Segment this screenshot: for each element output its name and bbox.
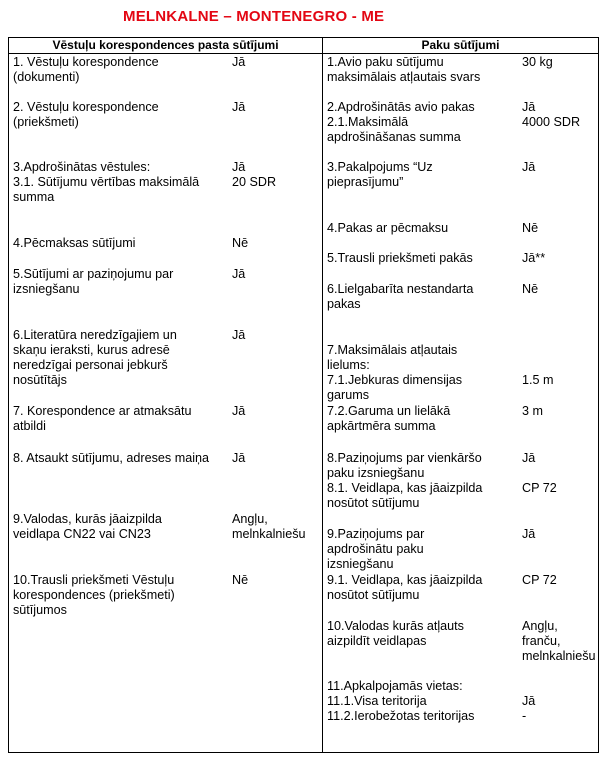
- left-item-label: 5.Sūtījumi ar paziņojumu par izsniegšanu: [13, 267, 174, 296]
- left-item-value: Jā: [232, 451, 246, 465]
- right-item-value: Jā**: [522, 251, 546, 265]
- right-item-label: 4.Pakas ar pēcmaksu: [327, 221, 449, 235]
- left-item-value: Jā: [232, 100, 246, 114]
- left-item-label: 7. Korespondence ar atmaksātu atbildi: [13, 404, 192, 433]
- right-column-header: Paku sūtījumi: [323, 38, 599, 54]
- right-item-label: 10.Valodas kurās atļauts aizpildīt veidlapas: [327, 619, 464, 648]
- right-item-value: Jā: [522, 527, 536, 541]
- right-item-value: CP 72: [522, 481, 557, 495]
- parcels-column: [323, 54, 599, 753]
- right-item-label: 7.1.Jebkuras dimensijas garums: [327, 373, 463, 402]
- right-item-label: 11.Apkalpojamās vietas: 11.1.Visa teritorija 11.2.Ierobežotas teritorijas: [327, 679, 475, 723]
- left-item-value: Angļu, melnkalniešu: [232, 512, 306, 541]
- right-item-label: 8.Paziņojums par vienkāršo paku izsniegšanu: [327, 451, 482, 480]
- right-item-value: 1.5 m: [522, 373, 554, 387]
- left-item-label: 10.Trausli priekšmeti Vēstuļu korespondences (priekšmeti) sūtījumos: [13, 573, 175, 617]
- left-item-2: [13, 100, 159, 130]
- right-item-label: 5.Trausli priekšmeti pakās: [327, 251, 473, 265]
- right-item-value: 3 m: [522, 404, 543, 418]
- left-item-value: Nē: [232, 573, 249, 587]
- right-item-label: 1.Avio paku sūtījumu maksimālais atļautais svars: [327, 55, 481, 84]
- right-item-label: 2.Apdrošinātās avio pakas 2.1.Maksimālā apdrošināšanas summa: [327, 100, 475, 144]
- left-item-7: [13, 404, 192, 434]
- left-item-label: 3.Apdrošinātas vēstules: 3.1. Sūtījumu vērtības maksimālā summa: [13, 160, 200, 204]
- left-item-value: Jā: [232, 267, 246, 281]
- left-item-3: [13, 160, 199, 205]
- right-item-value: CP 72: [522, 573, 557, 587]
- left-item-9: [13, 512, 162, 542]
- left-item-value: Jā: [232, 328, 246, 342]
- left-item-label: 2. Vēstuļu korespondence (priekšmeti): [13, 100, 159, 129]
- right-item-value: Nē: [522, 282, 539, 296]
- left-item-value: Jā 20 SDR: [232, 160, 277, 189]
- left-item-1: [13, 55, 159, 85]
- left-item-label: 9.Valodas, kurās jāaizpilda veidlapa CN22 vai CN23: [13, 512, 162, 541]
- letter-mail-column: [9, 54, 323, 753]
- right-item-label: 9.Paziņojums par apdrošinātu paku izsniegšanu: [327, 527, 425, 571]
- left-item-label: 4.Pēcmaksas sūtījumi: [13, 236, 136, 250]
- page-title: MELNKALNE – MONTENEGRO - ME: [123, 8, 385, 25]
- left-column-header: Vēstuļu korespondences pasta sūtījumi: [9, 38, 323, 54]
- right-item-label: 7.2.Garuma un lielākā apkārtmēra summa: [327, 404, 451, 433]
- right-item-label: 9.1. Veidlapa, kas jāaizpilda nosūtot sūtījumu: [327, 573, 483, 602]
- left-item-10: [13, 573, 175, 618]
- left-item-value: Nē: [232, 236, 249, 250]
- right-item-value: Jā 4000 SDR: [522, 100, 581, 129]
- left-item-6: [13, 328, 177, 388]
- right-item-value: Jā: [522, 451, 536, 465]
- left-item-4: [13, 236, 135, 251]
- right-item-value: Jā -: [522, 694, 536, 723]
- right-item-label: 3.Pakalpojums “Uz pieprasījumu”: [327, 160, 433, 189]
- left-item-value: Jā: [232, 404, 246, 418]
- right-item-label: 7.Maksimālais atļautais lielums:: [327, 343, 458, 372]
- right-item-value: Nē: [522, 221, 539, 235]
- right-item-value: Jā: [522, 160, 536, 174]
- postal-info-table: [8, 37, 599, 753]
- left-item-value: Jā: [232, 55, 246, 69]
- right-item-value: Angļu, franču, melnkalniešu: [522, 619, 596, 663]
- left-item-label: 1. Vēstuļu korespondence (dokumenti): [13, 55, 159, 84]
- right-item-value: 30 kg: [522, 55, 553, 69]
- left-item-5: [13, 267, 173, 297]
- right-item-label: 6.Lielgabarīta nestandarta pakas: [327, 282, 474, 311]
- left-item-8: [13, 451, 209, 466]
- left-item-label: 6.Literatūra neredzīgajiem un skaņu ieraksti, kurus adresē neredzīgai personai jebkurš nosūtītājs: [13, 328, 177, 387]
- right-item-label: 8.1. Veidlapa, kas jāaizpilda nosūtot sūtījumu: [327, 481, 483, 510]
- left-item-label: 8. Atsaukt sūtījumu, adreses maiņa: [13, 451, 210, 465]
